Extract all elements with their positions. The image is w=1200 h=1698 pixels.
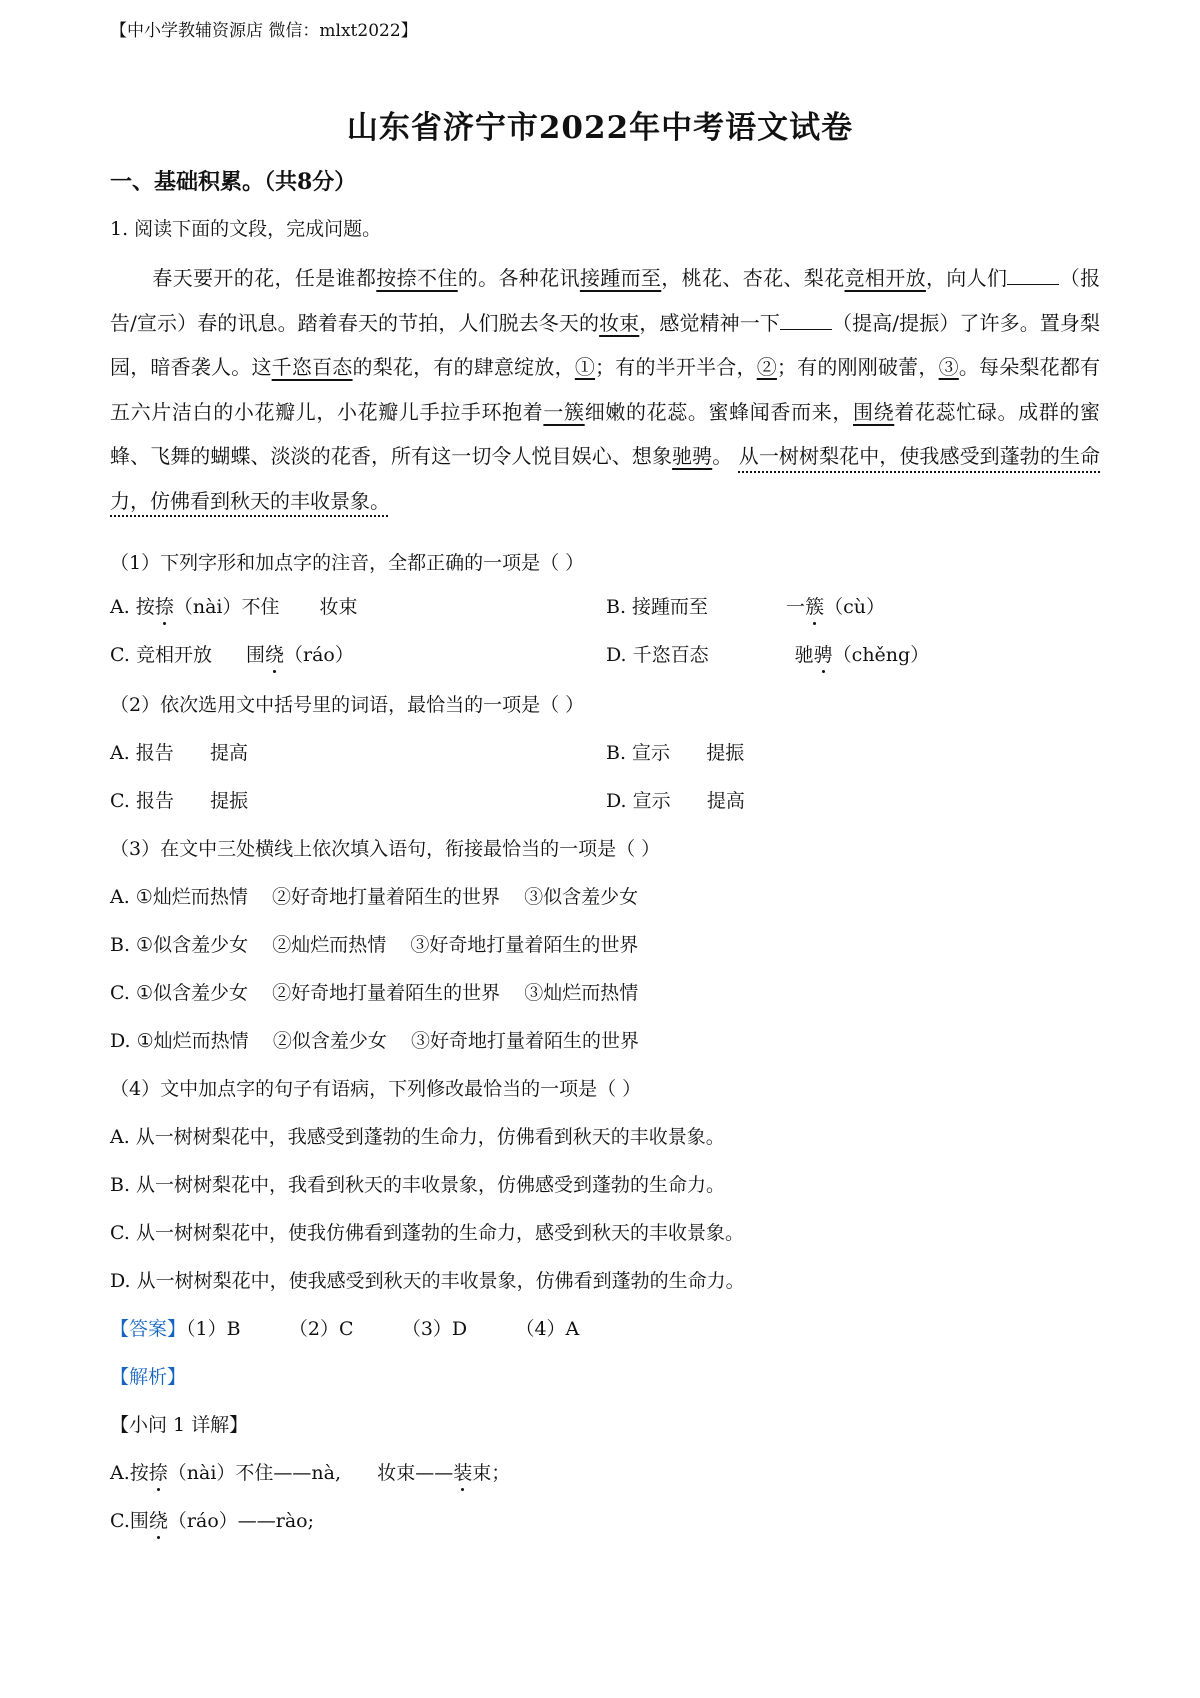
page-title: 山东省济宁市2022年中考语文试卷 <box>346 110 854 146</box>
option-text: （cù） <box>824 596 885 618</box>
underlined-word: 竞相开放 <box>844 266 926 290</box>
passage-text: （提高/提振）了许多。置身梨园，暗香袭人。这 <box>110 310 1100 379</box>
underlined-word: 按捺不住 <box>376 266 458 290</box>
analysis-tag: 【解析】 <box>110 1366 187 1388</box>
option-a <box>110 592 358 619</box>
answer-line <box>110 1314 579 1341</box>
option-d: D. 宣示 提高 <box>606 790 745 812</box>
detail-text: C.围 <box>110 1510 149 1532</box>
option-text: （chěng） <box>832 644 930 666</box>
detail-line-2 <box>110 1506 314 1533</box>
dotted-char: 绕 <box>148 1510 168 1532</box>
detail-title: 【小问 1 详解】 <box>110 1414 249 1436</box>
passage-text: 。每朵梨花都有五六片洁白的小花瓣儿，小花瓣儿手拉手环抱着 <box>110 355 1101 424</box>
sub-question-2: （2）依次选用文中括号里的词语，最恰当的一项是（ ） <box>110 694 585 716</box>
option-b <box>606 592 885 619</box>
underlined-word: 围绕 <box>853 399 895 424</box>
passage-text: ，桃花、杏花、梨花 <box>661 266 845 290</box>
passage-text: 。 <box>712 444 733 468</box>
option-text: A. 按 <box>110 596 155 618</box>
passage-text: 细嫩的花蕊。蜜蜂闻香而来， <box>584 399 853 424</box>
passage-text: ，向人们 <box>925 266 1008 290</box>
option-a: A. 报告 提高 <box>110 742 249 764</box>
detail-text: 妆束—— <box>377 1462 454 1484</box>
passage-text: 的梨花，有的肆意绽放， <box>352 355 575 379</box>
dotted-char: 簇 <box>805 596 825 618</box>
passage-text: ；有的半开半合， <box>595 355 757 379</box>
underlined-word: 接踵而至 <box>579 266 662 290</box>
detail-text: （ráo）——rào; <box>167 1510 315 1532</box>
option-text: D. 千恣百态 <box>606 644 709 666</box>
option-d: D. ①灿烂而热情 ②似含羞少女 ③好奇地打量着陌生的世界 <box>110 1030 639 1052</box>
option-c: C. 报告 提振 <box>110 790 249 812</box>
passage-text: 春天要开的花，任是谁都 <box>152 266 377 290</box>
underlined-word: 一簇 <box>543 399 585 424</box>
underlined-word: 千恣百态 <box>271 355 353 379</box>
underlined-word: 妆束 <box>599 310 640 335</box>
question-1-intro: 1. 阅读下面的文段，完成问题。 <box>110 218 382 240</box>
dotted-char: 绕 <box>264 644 284 666</box>
option-b: B. 从一树树梨花中，我看到秋天的丰收景象，仿佛感受到蓬勃的生命力。 <box>110 1174 726 1196</box>
option-c: C. ①似含羞少女 ②好奇地打量着陌生的世界 ③灿烂而热情 <box>110 982 639 1004</box>
option-text: 驰 <box>794 644 814 666</box>
answer-tag: 【答案】 <box>110 1318 187 1340</box>
passage-text: ；有的刚刚破蕾， <box>776 355 939 379</box>
blank-marker-3: ③ <box>938 355 959 379</box>
passage-text: 的。各种花讯 <box>457 266 580 290</box>
option-text: （ráo） <box>283 644 354 666</box>
option-c: C. 从一树树梨花中，使我仿佛看到蓬勃的生命力，感受到秋天的丰收景象。 <box>110 1222 744 1244</box>
section-heading: 一、基础积累。（共8分） <box>110 169 357 195</box>
passage-text: （报告/宣示）春的讯息。踏着春天的节拍，人们脱去冬天的 <box>110 266 1101 335</box>
fill-blank <box>1007 266 1059 285</box>
underlined-word: 驰骋 <box>672 444 713 468</box>
page-header: 【中小学教辅资源店 微信：mlxt2022】 <box>110 21 418 41</box>
reading-passage <box>110 256 1100 523</box>
blank-marker-1: ① <box>574 355 596 379</box>
dotted-char: 捺 <box>148 1462 168 1484</box>
blank-marker-2: ② <box>756 355 777 379</box>
option-text: C. 竞相开放 <box>110 644 212 666</box>
detail-text: A.按 <box>110 1462 149 1484</box>
sub-question-4: （4）文中加点字的句子有语病，下列修改最恰当的一项是（ ） <box>110 1078 642 1100</box>
detail-text: 束； <box>472 1462 511 1484</box>
option-b: B. 宣示 提振 <box>606 742 745 764</box>
option-a: A. 从一树树梨花中，我感受到蓬勃的生命力，仿佛看到秋天的丰收景象。 <box>110 1126 725 1148</box>
detail-text: （nài）不住——nà, <box>167 1462 378 1484</box>
dotted-char: 装 <box>453 1462 473 1484</box>
answer-text: （1）B （2）C （3）D （4）A <box>186 1318 580 1340</box>
dotted-char: 捺 <box>154 596 174 618</box>
fill-blank <box>780 311 832 330</box>
option-text: B. 接踵而至 <box>606 596 709 618</box>
sub-question-1: （1）下列字形和加点字的注音，全都正确的一项是（ ） <box>110 552 585 574</box>
option-d: D. 从一树树梨花中，使我感受到秋天的丰收景象，仿佛看到蓬勃的生命力。 <box>110 1270 745 1292</box>
option-c <box>110 640 354 667</box>
option-d <box>606 640 929 667</box>
passage-text: ，感觉精神一下 <box>639 310 780 335</box>
option-text: 围 <box>245 644 265 666</box>
option-text: （nài）不住 <box>173 596 280 618</box>
option-a: A. ①灿烂而热情 ②好奇地打量着陌生的世界 ③似含羞少女 <box>110 886 639 908</box>
sub-question-3: （3）在文中三处横线上依次填入语句，衔接最恰当的一项是（ ） <box>110 838 661 860</box>
option-text: 妆束 <box>319 596 358 618</box>
passage-text: 着花蕊忙碌。成群的蜜蜂、飞舞的蝴蝶、淡淡的花香，所有这一切令人悦目娱心、想象 <box>110 399 1101 468</box>
dotted-sentence: 从一树树梨花中，使我感受到蓬勃的生命力，仿佛看到秋天的丰收景象。 <box>110 444 1101 513</box>
dotted-char: 骋 <box>813 644 833 666</box>
option-b: B. ①似含羞少女 ②灿烂而热情 ③好奇地打量着陌生的世界 <box>110 934 639 956</box>
detail-line-1 <box>110 1458 510 1485</box>
option-text: 一 <box>786 596 806 618</box>
